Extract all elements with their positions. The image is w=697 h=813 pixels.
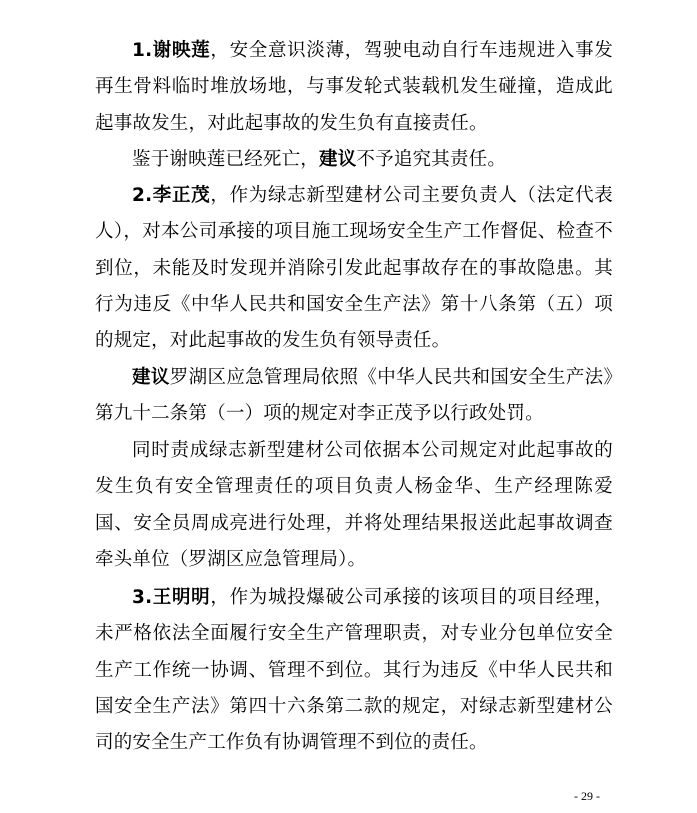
- recommendation-keyword: 建议: [319, 149, 357, 170]
- paragraph-xie-no-liability: [95, 142, 613, 178]
- paragraph-li-zhengmao: [95, 178, 613, 359]
- person-name-xie-yinglian: 1.谢映莲: [132, 40, 211, 61]
- paragraph-wang-mingming: [95, 580, 613, 761]
- paragraph-text: 同时责成绿志新型建材公司依据本公司规定对此起事故的发生负有安全管理责任的项目负责人杨金华、生产经理陈爱国、安全员周成亮进行处理，并将处理结果报送此起事故调查牵头单位（罗湖区应急管理局）。: [95, 440, 613, 570]
- paragraph-penalty-recommendation: [95, 360, 613, 433]
- paragraph-xie-yinglian: [95, 33, 613, 142]
- paragraph-text: 罗湖区应急管理局依照《中华人民共和国安全生产法》第九十二条第（一）项的规定对李正茂予以行政处罚。: [95, 367, 613, 425]
- page-number: - 29 -: [574, 789, 600, 803]
- paragraph-text: ，作为绿志新型建材公司主要负责人（法定代表人），对本公司承接的项目施工现场安全生产工作督促、检查不到位，未能及时发现并消除引发此起事故存在的事故隐患。其行为违反《中华人民共和国安全生产法》第十八条第（五）项的规定，对此起事故的发生负有领导责任。: [95, 185, 614, 352]
- paragraph-text: ，作为城投爆破公司承接的该项目的项目经理，未严格依法全面履行安全生产管理职责，对专业分包单位安全生产工作统一协调、管理不到位。其行为违反《中华人民共和国安全生产法》第四十六条第二款的规定，对绿志新型建材公司的安全生产工作负有协调管理不到位的责任。: [95, 587, 614, 754]
- recommendation-keyword: 建议: [132, 367, 170, 388]
- paragraph-text: 不予追究其责任。: [356, 149, 507, 170]
- person-name-li-zhengmao: 2.李正茂: [132, 185, 211, 206]
- paragraph-company-handling: [95, 433, 613, 578]
- person-name-wang-mingming: 3.王明明: [132, 587, 211, 608]
- paragraph-text: ，安全意识淡薄，驾驶电动自行车违规进入事发再生骨料临时堆放场地，与事发轮式装载机发生碰撞，造成此起事故发生，对此起事故的发生负有直接责任。: [95, 40, 614, 134]
- paragraph-text: 鉴于谢映莲已经死亡，: [132, 149, 320, 170]
